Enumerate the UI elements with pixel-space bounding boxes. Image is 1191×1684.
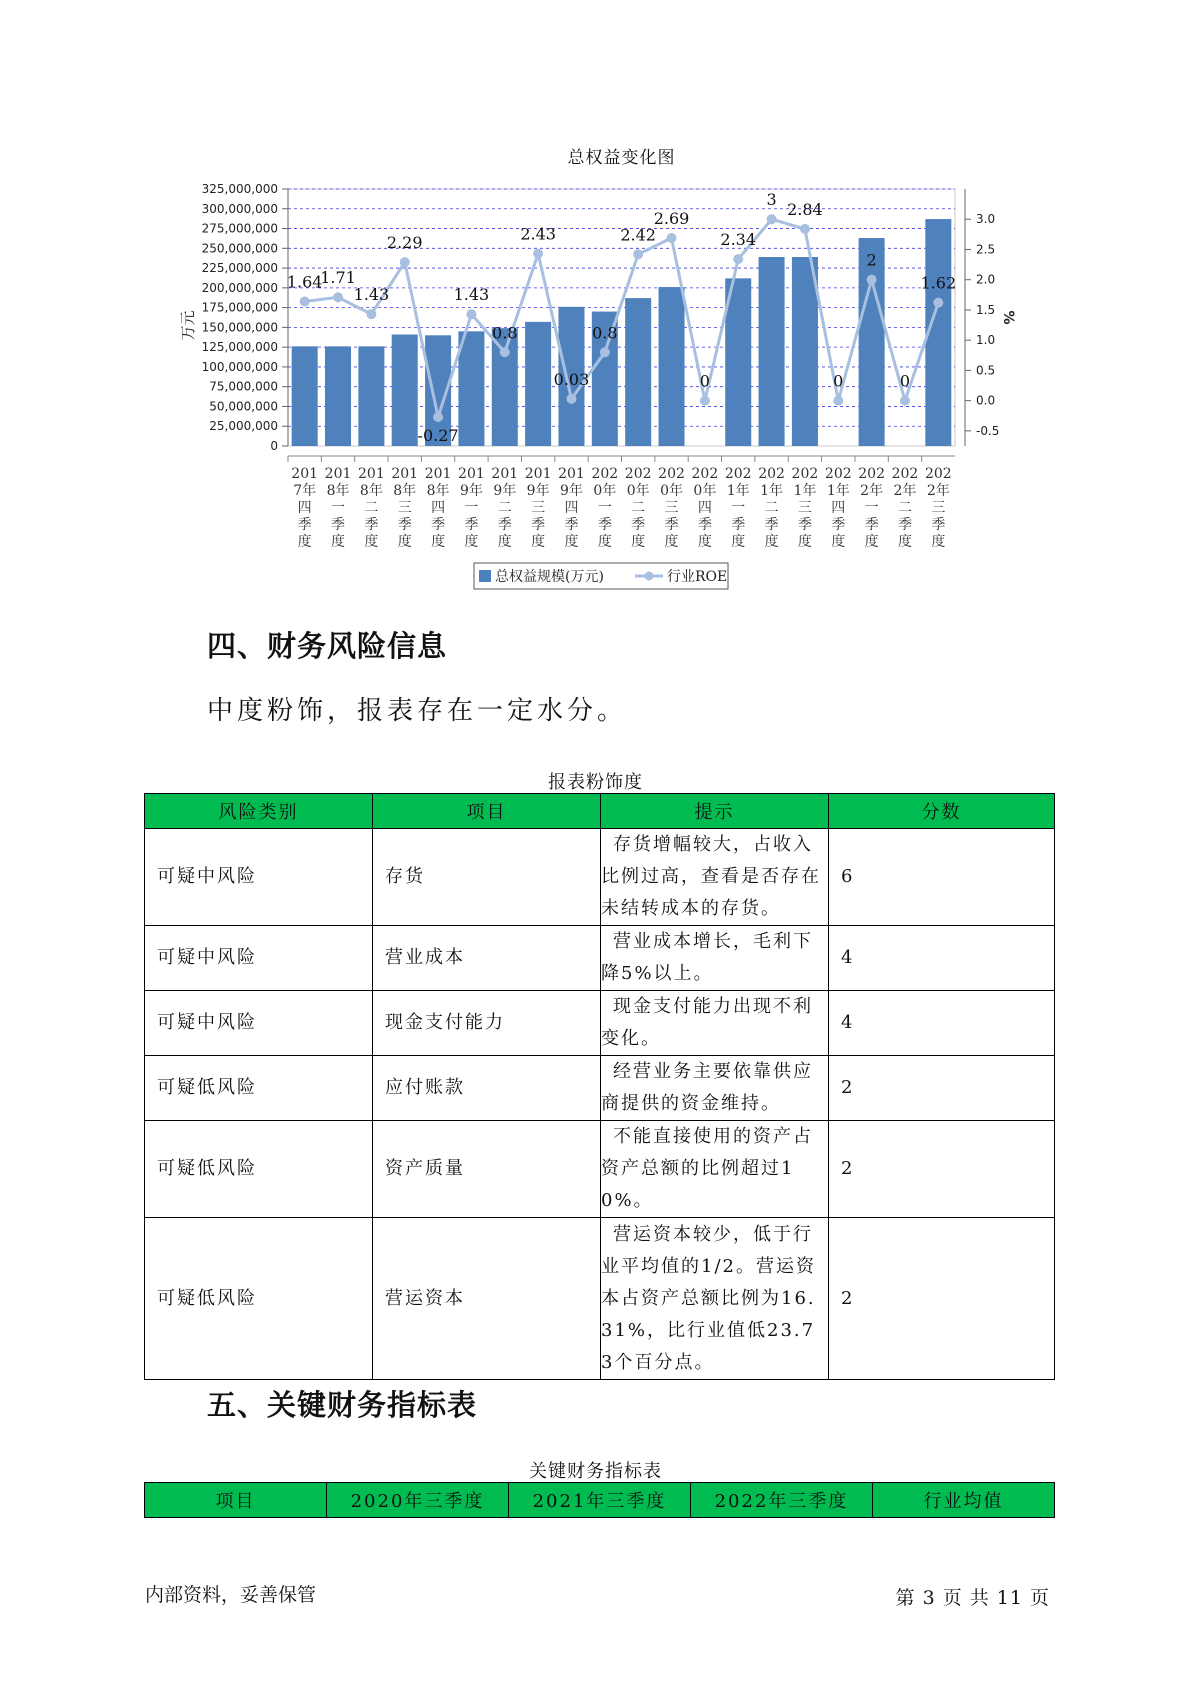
roe-point (433, 412, 443, 422)
roe-point (466, 309, 476, 319)
roe-point (500, 347, 510, 357)
risk-category: 可疑低风险 (145, 1121, 373, 1218)
y-tick-label: 125,000,000 (201, 340, 278, 355)
roe-point (533, 249, 543, 259)
roe-data-label: 0 (699, 371, 710, 391)
risk-tip: 现金支付能力出现不利变化。 (601, 991, 829, 1056)
col-header-item: 项目 (373, 794, 601, 829)
x-tick-label: 201 8年四季度 (424, 466, 452, 550)
y-tick-label: 150,000,000 (201, 320, 278, 335)
x-tick-label: 202 1年三季度 (791, 466, 819, 550)
x-tick-label: 202 1年四季度 (824, 466, 852, 550)
roe-data-label: 0.03 (553, 369, 590, 389)
roe-point (366, 309, 376, 319)
bar (325, 346, 351, 446)
x-tick-label: 201 8年三季度 (391, 466, 419, 550)
equity-chart (0, 0, 1191, 600)
indicator-table-header (145, 1483, 1055, 1518)
legend-bar-swatch (479, 570, 491, 582)
indicator-table-caption: 关键财务指标表 (529, 1461, 662, 1482)
y2-tick-label: 3.0 (976, 212, 996, 227)
bar (358, 346, 384, 446)
risk-tip: 经营业务主要依靠供应商提供的资金维持。 (601, 1056, 829, 1121)
y-tick-label: 200,000,000 (201, 280, 278, 295)
x-tick-label: 202 1年二季度 (758, 466, 785, 550)
risk-tip: 不能直接使用的资产占资产总额的比例超过10%。 (601, 1121, 829, 1218)
roe-point (900, 396, 910, 406)
table-row (145, 1218, 1055, 1380)
bar (525, 322, 551, 446)
col-header-industry-avg: 行业均值 (873, 1483, 1055, 1518)
y2-tick-label: 0.0 (976, 393, 996, 408)
x-tick-label: 202 0年三季度 (658, 466, 685, 550)
equity-chart-svg (0, 0, 1191, 600)
roe-data-label: 2.42 (620, 225, 656, 245)
x-tick-label: 201 9年三季度 (524, 466, 552, 550)
section4-heading: 四、财务风险信息 (207, 629, 448, 663)
col-header-2022q3: 2022年三季度 (691, 1483, 873, 1518)
roe-data-label: 2.43 (520, 224, 556, 244)
risk-score: 2 (829, 1056, 1055, 1121)
table-row (145, 991, 1055, 1056)
y-tick-label: 225,000,000 (201, 261, 278, 276)
risk-tip: 营运资本较少，低于行业平均值的1/2。营运资本占资产总额比例为16.31%，比行业值低23.73个百分点。 (601, 1218, 829, 1380)
y2-axis-label: % (1000, 310, 1016, 325)
y-tick-label: 325,000,000 (201, 182, 278, 196)
risk-item: 应付账款 (373, 1056, 601, 1121)
y-tick-label: 300,000,000 (201, 201, 278, 216)
roe-point (667, 233, 677, 243)
roe-point (800, 224, 810, 234)
risk-category: 可疑中风险 (145, 926, 373, 991)
x-tick-label: 201 9年一季度 (458, 466, 485, 550)
footer-page-number: 第 3 页 共 11 页 (895, 1587, 1050, 1609)
y-tick-label: 250,000,000 (201, 241, 278, 256)
col-header-item: 项目 (145, 1483, 327, 1518)
risk-score: 2 (829, 1121, 1055, 1218)
bar (458, 331, 484, 446)
y-tick-label: 75,000,000 (209, 379, 278, 394)
roe-point (733, 254, 743, 264)
y2-tick-label: 1.0 (976, 333, 996, 348)
risk-item: 资产质量 (373, 1121, 601, 1218)
y-tick-label: 25,000,000 (209, 419, 278, 434)
indicator-table (144, 1482, 1055, 1518)
y-tick-label: 0 (270, 439, 278, 453)
section5-heading: 五、关键财务指标表 (207, 1388, 478, 1422)
roe-data-label: 0.8 (592, 323, 618, 343)
roe-data-label: 2.34 (720, 230, 757, 250)
risk-category: 可疑低风险 (145, 1056, 373, 1121)
x-tick-label: 202 0年二季度 (624, 466, 652, 550)
roe-data-label: 1.64 (286, 272, 323, 292)
roe-point (400, 257, 410, 267)
risk-score: 4 (829, 991, 1055, 1056)
risk-item: 营业成本 (373, 926, 601, 991)
legend-bar-label: 总权益规模(万元) (495, 569, 604, 585)
table-row (145, 829, 1055, 926)
risk-score: 6 (829, 829, 1055, 926)
y2-tick-label: 2.0 (976, 272, 996, 287)
risk-score: 4 (829, 926, 1055, 991)
x-tick-label: 201 9年四季度 (558, 466, 585, 550)
roe-point (600, 347, 610, 357)
roe-point (700, 396, 710, 406)
x-tick-label: 202 2年三季度 (924, 466, 952, 550)
legend-line-marker (645, 572, 654, 581)
y-tick-label: 275,000,000 (201, 221, 278, 236)
y2-tick-label: 0.5 (976, 363, 996, 378)
roe-data-label: 0 (833, 371, 844, 391)
x-tick-label: 201 7年四季度 (291, 466, 319, 550)
x-tick-label: 201 9年二季度 (491, 466, 519, 550)
y2-tick-label: 2.5 (976, 242, 996, 257)
roe-data-label: 2 (866, 250, 877, 270)
roe-point (933, 298, 943, 308)
risk-table (144, 793, 1055, 1380)
y2-tick-label: 1.5 (976, 302, 996, 317)
risk-item: 现金支付能力 (373, 991, 601, 1056)
roe-data-label: 2.84 (787, 199, 823, 219)
roe-point (633, 249, 643, 259)
bar (625, 298, 651, 446)
x-tick-label: 202 1年一季度 (724, 466, 752, 550)
x-tick-label: 201 8年一季度 (324, 466, 352, 550)
risk-item: 存货 (373, 829, 601, 926)
roe-data-label: 1.43 (353, 285, 390, 305)
table-row (145, 1121, 1055, 1218)
roe-data-label: -0.27 (417, 425, 459, 445)
col-header-score: 分数 (829, 794, 1055, 829)
roe-data-label: 2.29 (386, 233, 423, 253)
chart-title: 总权益变化图 (567, 148, 676, 168)
bar (292, 346, 318, 446)
x-tick-label: 202 2年二季度 (891, 466, 919, 550)
x-tick-label: 202 0年一季度 (591, 466, 619, 550)
col-header-category: 风险类别 (145, 794, 373, 829)
roe-data-label: 3 (766, 190, 777, 210)
bar (759, 257, 785, 446)
y2-tick-label: -0.5 (976, 423, 1000, 438)
roe-data-label: 0.8 (492, 323, 518, 343)
y-axis-label: 万元 (179, 310, 197, 341)
legend-line-label: 行业ROE (667, 569, 728, 585)
risk-tip: 存货增幅较大，占收入比例过高，查看是否存在未结转成本的存货。 (601, 829, 829, 926)
col-header-tip: 提示 (601, 794, 829, 829)
table-row (145, 926, 1055, 991)
bar (659, 287, 685, 446)
col-header-2021q3: 2021年三季度 (509, 1483, 691, 1518)
roe-data-label: 1.62 (920, 273, 957, 293)
y-tick-label: 100,000,000 (201, 359, 278, 374)
risk-category: 可疑低风险 (145, 1218, 373, 1380)
footer-confidential: 内部资料，妥善保管 (145, 1584, 317, 1606)
risk-table-caption: 报表粉饰度 (548, 772, 643, 793)
y-tick-label: 50,000,000 (209, 399, 278, 414)
table-row (145, 1056, 1055, 1121)
x-tick-label: 202 2年一季度 (858, 466, 885, 550)
roe-data-label: 2.69 (653, 208, 690, 228)
roe-point (300, 296, 310, 306)
risk-table-header (145, 794, 1055, 829)
x-tick-label: 201 8年二季度 (358, 466, 385, 550)
roe-data-label: 1.43 (453, 285, 490, 305)
risk-item: 营运资本 (373, 1218, 601, 1380)
x-tick-label: 202 0年四季度 (691, 466, 719, 550)
roe-point (566, 394, 576, 404)
roe-point (833, 396, 843, 406)
roe-point (767, 214, 777, 224)
bar (492, 328, 518, 446)
risk-category: 可疑中风险 (145, 991, 373, 1056)
y-tick-label: 175,000,000 (201, 300, 278, 315)
roe-data-label: 1.71 (320, 268, 356, 288)
bar (392, 335, 418, 446)
col-header-2020q3: 2020年三季度 (327, 1483, 509, 1518)
risk-tip: 营业成本增长，毛利下降5%以上。 (601, 926, 829, 991)
risk-category: 可疑中风险 (145, 829, 373, 926)
roe-point (867, 275, 877, 285)
roe-point (333, 292, 343, 302)
risk-score: 2 (829, 1218, 1055, 1380)
risk-summary: 中度粉饰，报表存在一定水分。 (207, 696, 628, 726)
bar (792, 257, 818, 446)
roe-data-label: 0 (899, 371, 911, 391)
